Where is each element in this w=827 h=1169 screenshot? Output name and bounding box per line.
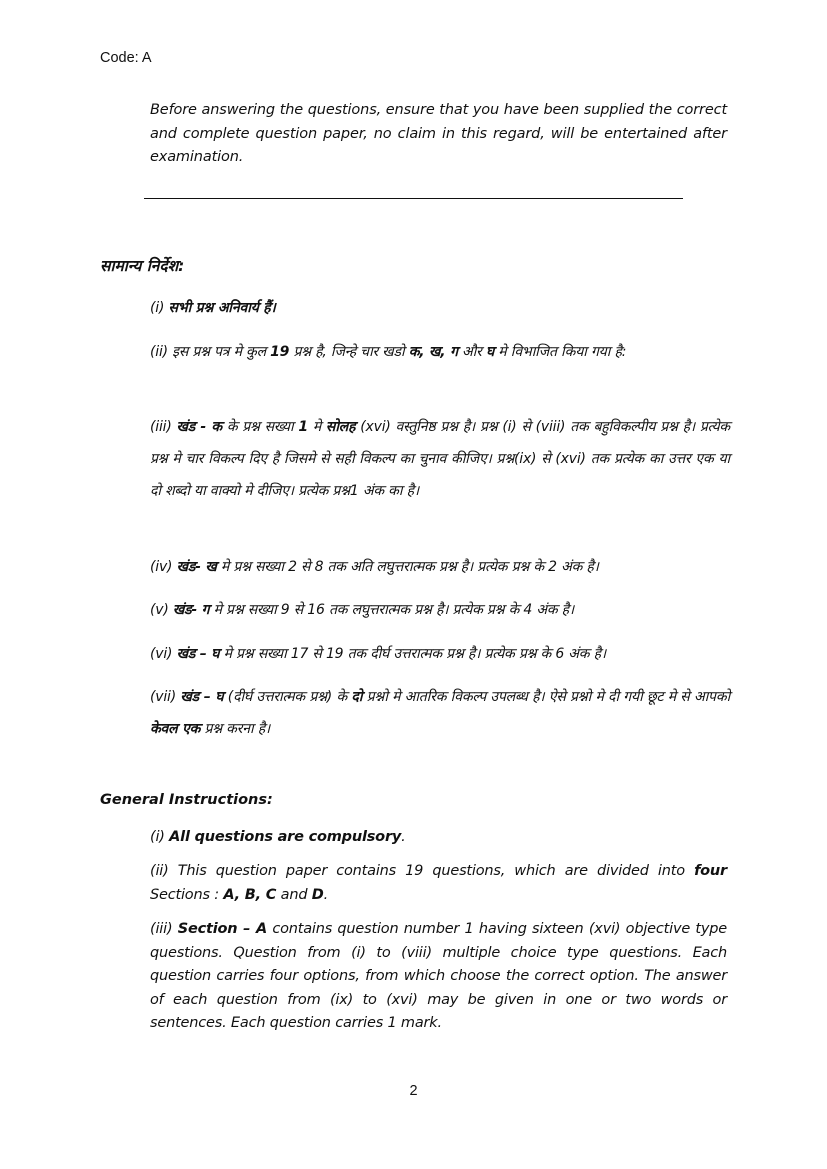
text: contains question number 1 having sixteen (xvi) objective type questions. Question from (i) to (viii) multiple choice type questions. Each question carries four options, from which choose the correct option. The answer of each question from (ix) to (xvi) may be given in one or two words or sentences. Each question carries 1 mark. (150, 921, 728, 1031)
item-number: (i) (150, 829, 170, 845)
item-number: (vii) (150, 689, 181, 705)
bold-text: Section – A (177, 921, 267, 937)
hindi-instructions-heading: सामान्य निर्देश: (100, 257, 185, 275)
text: (xvi) वस्तुनिष्ठ प्रश्न है। प्रश्न (i) से (viii) तक बहुविकल्पीय प्रश्न है। प्रत्येक प्रश्न मे चार विकल्प दिए है जिसमे से सही विकल्प का चुनाव कीजिए। प्रश्न(ix) से (xvi) तक प्रत्येक का उत्तर एक या दो शब्दो या वाक्यो मे दीजिए। प्रत्येक प्रश्न1 अंक का है। (150, 419, 730, 499)
text: मे प्रश्न सख्या 2 से 8 तक अति लघुत्तरात्मक प्रश्न है। प्रत्येक प्रश्न के 2 अंक है। (216, 559, 599, 575)
bold-text: D (311, 886, 324, 903)
bold-text: खंड - क (176, 419, 222, 435)
bold-text: दो (351, 689, 363, 705)
bold-text: 1 (298, 419, 308, 435)
text: This question paper contains 19 questions, which are divided into (177, 863, 695, 879)
item-number: (ii) (150, 344, 173, 360)
text: मे प्रश्न सख्या 17 से 19 तक दीर्घ उत्तरात्मक प्रश्न है। प्रत्येक प्रश्न के 6 अंक है। (219, 646, 606, 662)
bold-text: All questions are compulsory (169, 829, 402, 845)
bold-text: क, ख, ग (408, 344, 458, 360)
bold-text: 19 (270, 344, 290, 360)
text: मे विभाजित किया गया है: (494, 344, 627, 360)
text: मे प्रश्न सख्या 9 से 16 तक लघुत्तरात्मक प्रश्न है। प्रत्येक प्रश्न के 4 अंक है। (209, 602, 574, 618)
bold-text: खंड – घ (176, 646, 220, 662)
bold-text: खंड- ग (172, 602, 210, 618)
notice-paragraph: Before answering the questions, ensure that you have been supplied the correct and complete question paper, no claim in this regard, will be entertained after examination. (150, 102, 727, 165)
text: और (457, 344, 486, 360)
item-number: (iv) (150, 559, 177, 575)
item-number: (vi) (150, 646, 177, 662)
text: and (276, 886, 312, 903)
bold-text: घ (485, 344, 495, 360)
item-number: (i) (150, 300, 169, 316)
english-instructions-heading: General Instructions: (100, 792, 273, 808)
bold-text: खंड- ख (176, 559, 217, 575)
hindi-instruction-iv (150, 551, 730, 583)
text: प्रश्न है, जिन्हे चार खडो (289, 344, 409, 360)
bold-text: खंड – घ (180, 689, 224, 705)
text: Sections : (150, 886, 224, 903)
bold-text: केवल एक (150, 721, 201, 737)
text: मे (307, 419, 326, 435)
item-number: (v) (150, 602, 173, 618)
item-number: (iii) (150, 419, 177, 435)
horizontal-divider (144, 198, 683, 199)
english-instruction-iii (150, 918, 727, 1036)
english-instruction-i (150, 826, 727, 850)
hindi-instruction-vii (150, 681, 730, 745)
item-number: (ii) (150, 863, 178, 879)
bold-text: सभी प्रश्न अनिवार्य हैं। (168, 300, 276, 316)
text: (दीर्घ उत्तरात्मक प्रश्न) के (223, 689, 352, 705)
hindi-instruction-i (150, 292, 730, 324)
text: प्रश्न करना है। (200, 721, 271, 737)
hindi-instruction-vi (150, 638, 730, 670)
paper-code: Code: A (100, 50, 152, 66)
text: . (401, 829, 406, 845)
text: के प्रश्न सख्या (221, 419, 299, 435)
hindi-instruction-v (150, 594, 730, 626)
bold-text: A, B, C (223, 886, 277, 903)
hindi-instruction-ii (150, 336, 730, 368)
text: . (323, 886, 329, 903)
bold-text: four (694, 863, 728, 879)
text: प्रश्नो मे आतरिक विकल्प उपलब्ध है। ऐसे प्रश्नो मे दी गयी छूट मे से आपको (362, 689, 730, 705)
page-number: 2 (409, 1083, 418, 1099)
text: इस प्रश्न पत्र मे कुल (172, 344, 271, 360)
bold-text: सोलह (325, 419, 356, 435)
english-instruction-ii (150, 860, 727, 907)
item-number: (iii) (150, 921, 178, 937)
hindi-instruction-iii (150, 411, 730, 507)
